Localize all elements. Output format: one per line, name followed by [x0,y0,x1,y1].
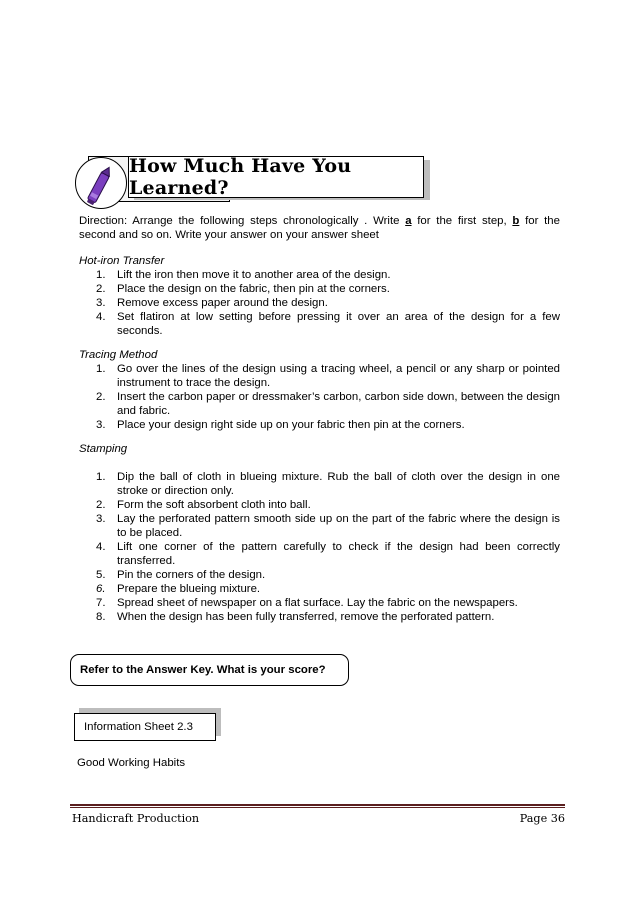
page-title: How Much Have You Learned? [128,156,424,198]
letter-a: a [405,215,412,227]
list-item: 2. Insert the carbon paper or dressmaker’s carbon, carbon side down, between the design and fabric. [96,391,560,417]
pen-icon [75,157,127,209]
section-heading: Tracing Method [79,349,158,361]
list-item: 1. Lift the iron then move it to another area of the design. [96,269,391,281]
page-number: Page 36 [519,812,565,825]
list-item: 3. Lay the perforated pattern smooth side up on the part of the fabric where the design is to be placed. [96,513,560,539]
info-sheet-label: Information Sheet 2.3 [74,713,216,741]
direction-label: Direction: [79,215,128,227]
direction-paragraph [79,214,560,242]
footer-rule [70,804,565,806]
direction-text: Arrange the following steps chronologically . Write [132,215,406,227]
list-item: 4. Lift one corner of the pattern carefully to check if the design had been correctly transferred. [96,541,560,567]
list-item: 5. Pin the corners of the design. [96,569,266,581]
section-heading: Stamping [79,443,128,455]
subheading: Good Working Habits [77,757,186,769]
direction-text: for the first step, [411,215,513,227]
list-item: 1. Dip the ball of cloth in blueing mixture. Rub the ball of cloth over the design in one stroke or direction only. [96,471,560,497]
list-item: 8. When the design has been fully transferred, remove the perforated pattern. [96,611,495,623]
footer-title: Handicraft Production [72,812,200,825]
answer-key-callout: Refer to the Answer Key. What is your score? [70,654,349,686]
hot-iron-steps [96,268,560,338]
list-item: 6. Prepare the blueing mixture. [96,583,261,595]
footer-rule [70,807,565,808]
list-item: 3. Place your design right side up on your fabric then pin at the corners. [96,419,465,431]
list-item: 7. Spread sheet of newspaper on a flat surface. Lay the fabric on the newspapers. [96,597,518,609]
section-heading: Hot-iron Transfer [79,255,165,267]
stamping-steps [96,470,560,624]
list-item: 1. Go over the lines of the design using a tracing wheel, a pencil or any sharp or pointed instrument to trace the design. [96,363,560,389]
direction-text: for the second and so on. Write your answer on your answer sheet [79,215,560,241]
tracing-steps [96,362,560,432]
list-item: 4. Set flatiron at low setting before pressing it over an area of the design for a few seconds. [96,311,560,337]
list-item: 2. Place the design on the fabric, then pin at the corners. [96,283,390,295]
list-item: 3. Remove excess paper around the design. [96,297,328,309]
letter-b: b [512,215,520,227]
list-item: 2. Form the soft absorbent cloth into ball. [96,499,311,511]
